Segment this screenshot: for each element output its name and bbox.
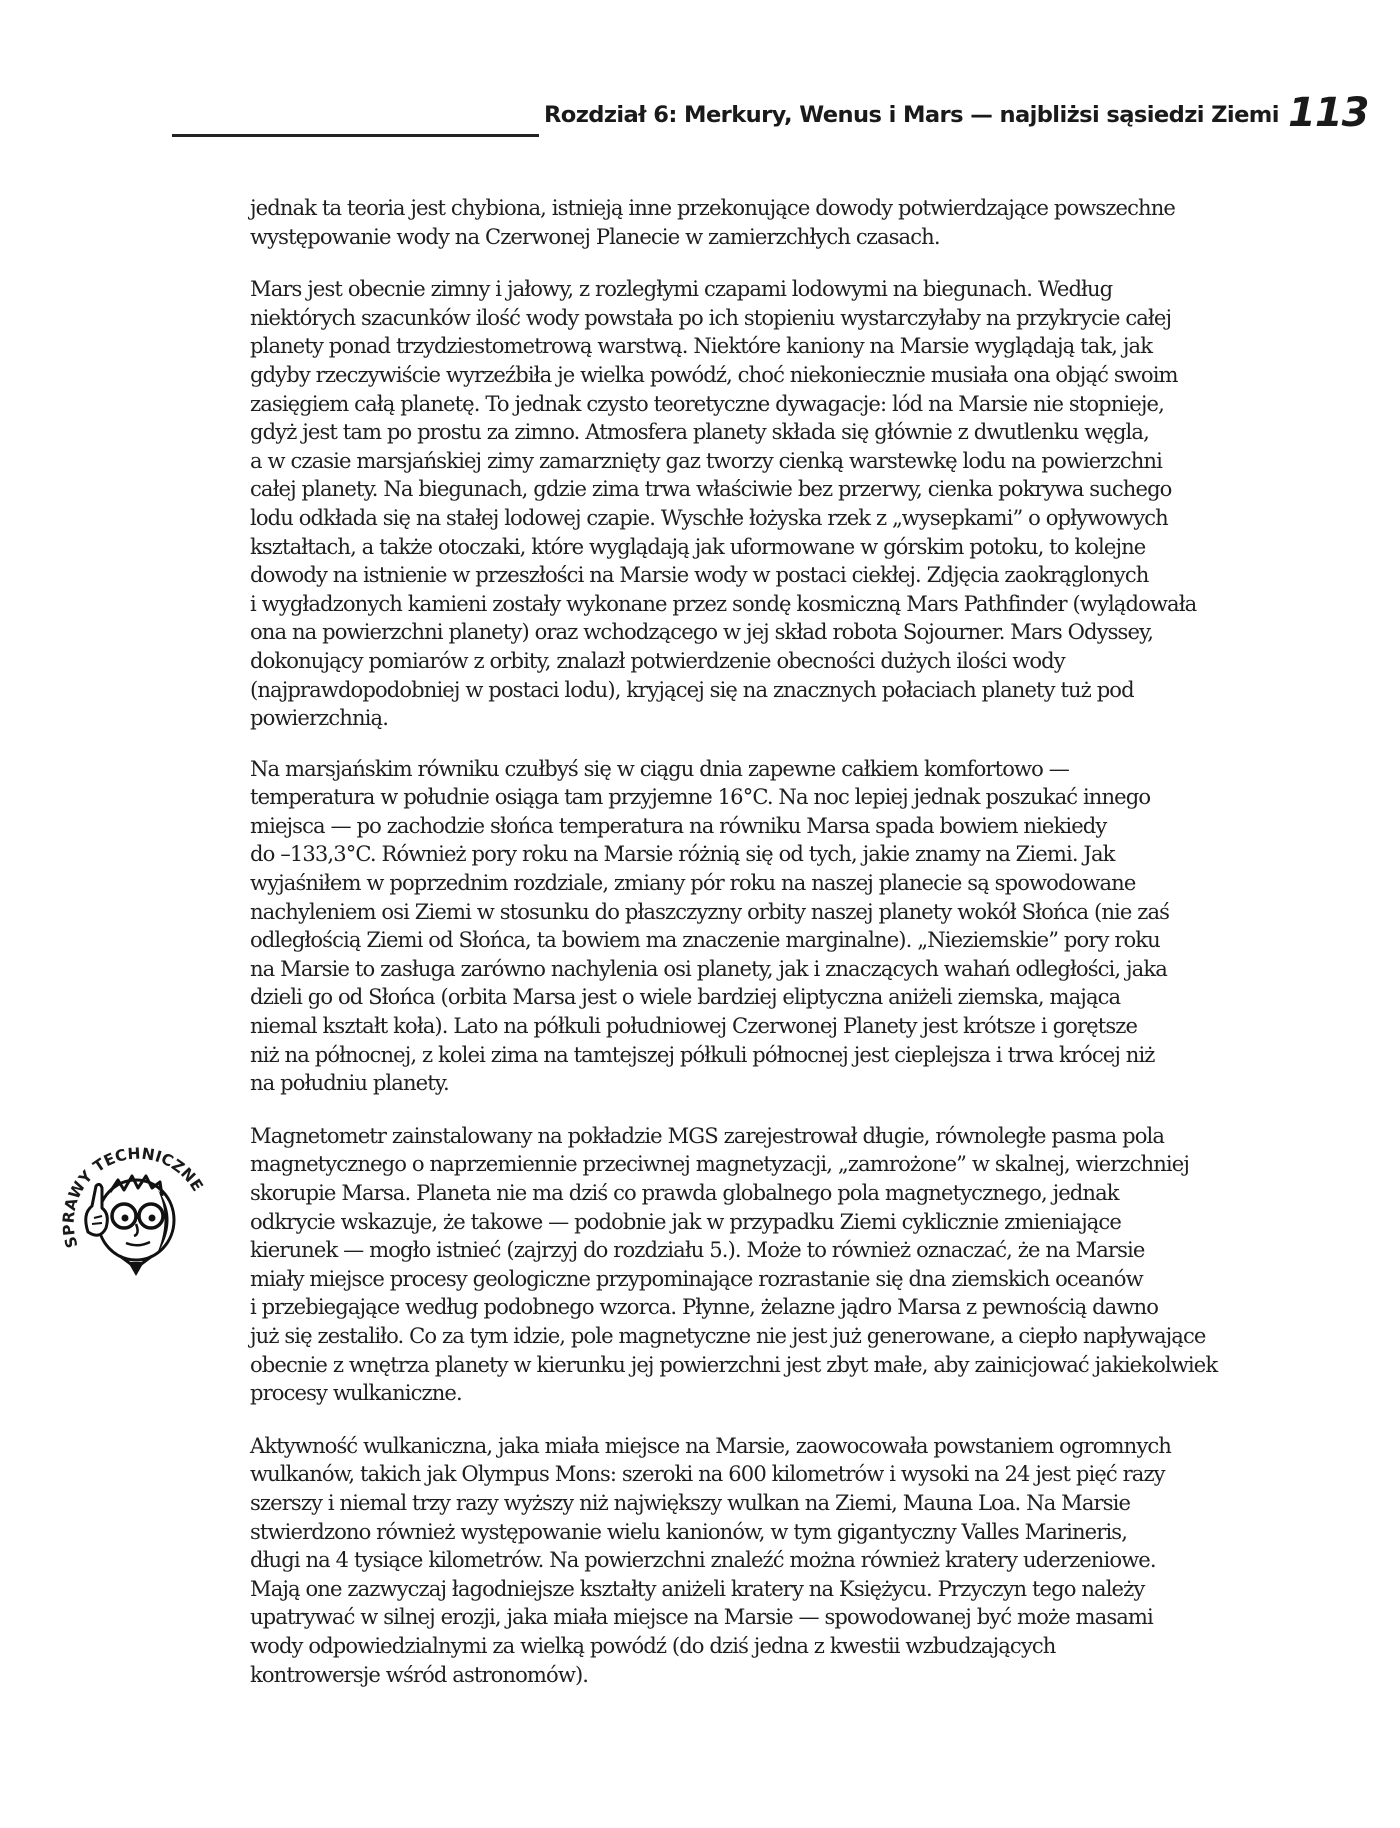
text-line: i przebiegające według podobnego wzorca. Płynne, żelazne jądro Marsa z pewnością dawno — [250, 1294, 1158, 1320]
text-line: planety ponad trzydziestometrową warstwą. Niektóre kaniony na Marsie wyglądają tak, jak — [250, 333, 1153, 359]
text-line: powierzchnią. — [250, 705, 388, 731]
body-text — [250, 194, 1260, 1711]
icon-arc-label: SPRAWY TECHNICZNE — [59, 1144, 207, 1251]
text-line: na Marsie to zasługa zarówno nachylenia osi planety, jak i znaczących wahań odległości, jaka — [250, 955, 1167, 981]
text-line: gdyż jest tam po prostu za zimno. Atmosfera planety składa się głównie z dwutlenku węgla, — [250, 419, 1149, 445]
text-line: temperatura w południe osiąga tam przyjemne 16°C. Na noc lepiej jednak poszukać innego — [250, 784, 1151, 810]
text-line: całej planety. Na biegunach, gdzie zima trwa właściwie bez przerwy, cienka pokrywa suchego — [250, 476, 1172, 502]
text-line: wulkanów, takich jak Olympus Mons: szeroki na 600 kilometrów i wysoki na 24 jest pięć razy — [250, 1461, 1165, 1487]
text-line: zasięgiem całą planetę. To jednak czysto teoretyczne dywagacje: lód na Marsie nie stopnieje, — [250, 390, 1164, 416]
text-line: dowody na istnienie w przeszłości na Marsie wody w postaci ciekłej. Zdjęcia zaokrąglonych — [250, 562, 1149, 588]
text-line: obecnie z wnętrza planety w kierunku jej powierzchni jest zbyt małe, aby zainicjować jakiekolwiek — [250, 1351, 1218, 1377]
text-line: skorupie Marsa. Planeta nie ma dziś co prawda globalnego pola magnetycznego, jednak — [250, 1180, 1119, 1205]
text-line: kierunek — mogło istnieć (zajrzyj do rozdziału 5.). Może to również oznaczać, że na Marsie — [250, 1237, 1145, 1263]
text-line: i wygładzonych kamieni zostały wykonane przez sondę kosmiczną Mars Pathfinder (wylądowała — [250, 590, 1197, 616]
text-line: Na marsjańskim równiku czułbyś się w ciągu dnia zapewne całkiem komfortowo — — [250, 755, 1069, 781]
text-line: dzieli go od Słońca (orbita Marsa jest o wiele bardziej eliptyczna aniżeli ziemska, mająca — [250, 984, 1121, 1010]
text-line: niż na północnej, z kolei zima na tamtejszej półkuli północnej jest cieplejsza i trwa krócej niż — [250, 1041, 1155, 1067]
text-line: Mają one zazwyczaj łagodniejsze kształty aniżeli kratery na Księżycu. Przyczyn tego należy — [250, 1575, 1145, 1601]
running-header — [172, 90, 1369, 146]
text-line: długi na 4 tysiące kilometrów. Na powierzchni znaleźć można również kratery uderzeniowe. — [250, 1547, 1156, 1573]
text-line: upatrywać w silnej erozji, jaka miała miejsce na Marsie — spowodowanej być może masami — [250, 1604, 1153, 1630]
text-line: (najprawdopodobniej w postaci lodu), kryjącej się na znacznych połaciach planety tuż pod — [250, 676, 1134, 702]
text-line: nachyleniem osi Ziemi w stosunku do płaszczyzny orbity naszej planety wokół Słońca (nie zaś — [250, 898, 1170, 924]
text-line: miejsca — po zachodzie słońca temperatura na równiku Marsa spada bowiem niekiedy — [250, 812, 1107, 838]
text-line: do –133,3°C. Również pory roku na Marsie różnią się od tych, jakie znamy na Ziemi. Jak — [250, 841, 1115, 867]
paragraph — [250, 194, 1260, 251]
text-line: lodu odkłada się na stałej lodowej czapie. Wyschłe łożyska rzek z „wysepkami” o opływowych — [250, 504, 1168, 530]
header-rule — [172, 134, 539, 137]
paragraph-technical — [250, 1122, 1260, 1408]
text-line: Magnetometr zainstalowany na pokładzie MGS zarejestrował długie, równoległe pasma pola — [250, 1122, 1165, 1148]
text-line: już się zestaliło. Co za tym idzie, pole magnetyczne nie jest już generowane, a ciepło napływające — [250, 1322, 1206, 1348]
paragraph — [250, 755, 1260, 1098]
text-line: występowanie wody na Czerwonej Planecie w zamierzchłych czasach. — [250, 223, 940, 249]
text-line: jednak ta teoria jest chybiona, istnieją inne przekonujące dowody potwierdzające powszechne — [250, 195, 1175, 220]
text-line: gdyby rzeczywiście wyrzeźbiła je wielka powódź, choć niekoniecznie musiała ona objąć swoim — [250, 361, 1178, 387]
text-line: Aktywność wulkaniczna, jaka miała miejsce na Marsie, zaowocowała powstaniem ogromnych — [250, 1432, 1171, 1458]
text-line: odkrycie wskazuje, że takowe — podobnie jak w przypadku Ziemi cyklicznie zmieniające — [250, 1208, 1121, 1234]
text-line: ona na powierzchni planety) oraz wchodzącego w jej skład robota Sojourner. Mars Odyssey, — [250, 619, 1154, 645]
text-line: wyjaśniłem w poprzednim rozdziale, zmiany pór roku na naszej planecie są spowodowane — [250, 870, 1136, 896]
technical-stuff-icon — [48, 1128, 218, 1278]
text-line: miały miejsce procesy geologiczne przypominające rozrastanie się dna ziemskich oceanów — [250, 1265, 1143, 1291]
text-line: procesy wulkaniczne. — [250, 1380, 462, 1406]
chapter-title: Rozdział 6: Merkury, Wenus i Mars — najbliżsi sąsiedzi Ziemi — [544, 102, 1279, 128]
text-line: a w czasie marsjańskiej zimy zamarznięty gaz tworzy cienką warstewkę lodu na powierzchni — [250, 447, 1162, 473]
paragraph — [250, 1432, 1260, 1689]
text-line: kontrowersje wśród astronomów). — [250, 1661, 589, 1687]
paragraph — [250, 275, 1260, 733]
text-line: wody odpowiedzialnymi za wielką powódź (do dziś jedna z kwestii wzbudzających — [250, 1632, 1056, 1658]
page-number: 113 — [1288, 90, 1369, 136]
text-line: stwierdzono również występowanie wielu kanionów, w tym gigantyczny Valles Marineris, — [250, 1518, 1128, 1544]
text-line: niemal kształt koła). Lato na półkuli południowej Czerwonej Planety jest krótsze i gorętsze — [250, 1013, 1138, 1039]
text-line: kształtach, a także otoczaki, które wyglądają jak uformowane w górskim potoku, to kolejne — [250, 533, 1146, 559]
text-line: niektórych szacunków ilość wody powstała po ich stopieniu wystarczyłaby na przykrycie całej — [250, 304, 1172, 330]
text-line: Mars jest obecnie zimny i jałowy, z rozległymi czapami lodowymi na biegunach. Według — [250, 276, 1113, 302]
text-line: szerszy i niemal trzy razy wyższy niż największy wulkan na Ziemi, Mauna Loa. Na Marsie — [250, 1489, 1131, 1515]
text-line: na południu planety. — [250, 1070, 449, 1096]
text-line: dokonujący pomiarów z orbity, znalazł potwierdzenie obecności dużych ilości wody — [250, 647, 1065, 673]
text-line: magnetycznego o naprzemiennie przeciwnej magnetyzacji, „zamrożone” w skalnej, wierzchniej — [250, 1151, 1190, 1177]
text-line: odległością Ziemi od Słońca, ta bowiem ma znaczenie marginalne). „Nieziemskie” pory roku — [250, 927, 1160, 953]
